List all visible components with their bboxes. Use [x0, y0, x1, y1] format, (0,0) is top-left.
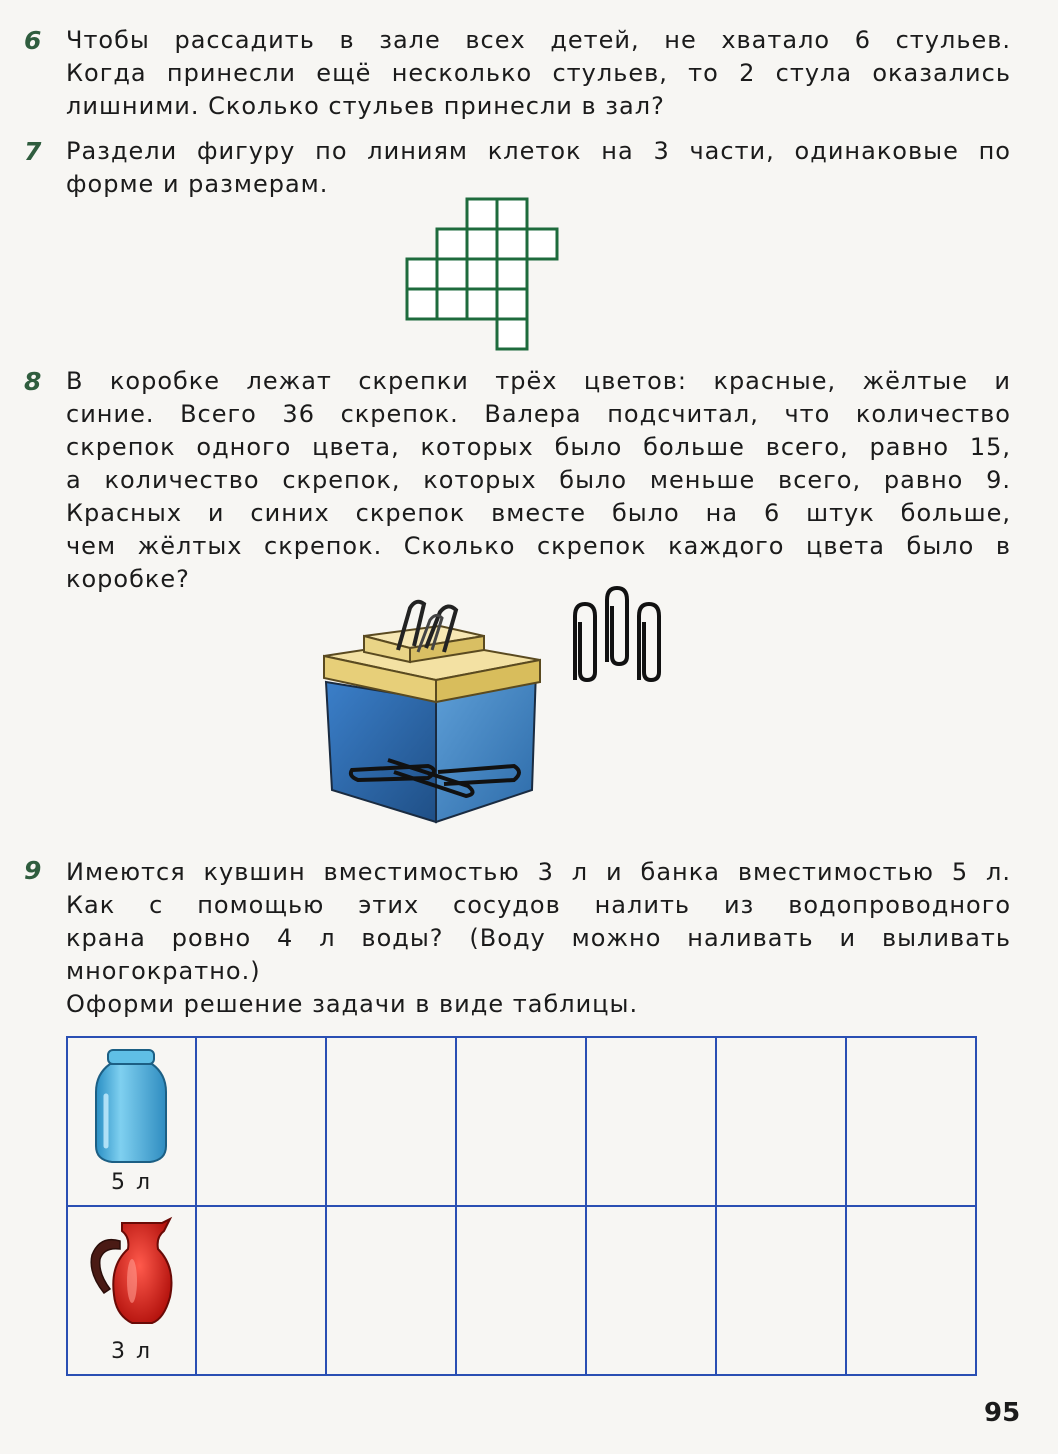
table-row	[67, 1206, 976, 1375]
solution-table	[66, 1036, 977, 1376]
text-line: коробке?	[66, 565, 190, 593]
table-row	[67, 1037, 976, 1206]
text-line: Оформи решение задачи в виде таблицы.	[66, 990, 639, 1018]
table-cell[interactable]	[716, 1206, 846, 1375]
text-line: синие. Всего 36 скрепок. Валера подсчитал, что количество	[66, 400, 1011, 428]
task-text	[66, 135, 1011, 201]
table-cell[interactable]	[326, 1206, 456, 1375]
table-cell[interactable]	[326, 1037, 456, 1206]
table-cell[interactable]	[586, 1206, 716, 1375]
table-cell[interactable]	[586, 1037, 716, 1206]
text-line: Раздели фигуру по линиям клеток на 3 части, одинаковые по	[66, 137, 1011, 165]
text-line: Когда принесли ещё несколько стульев, то 2 стула оказались	[66, 59, 1011, 87]
table-cell[interactable]	[846, 1037, 976, 1206]
text-line: форме и размерам.	[66, 170, 329, 198]
volume-label: 5 л	[110, 1170, 153, 1195]
page-number: 95	[984, 1398, 1021, 1428]
table-cell[interactable]	[716, 1037, 846, 1206]
text-line: чем жёлтых скрепок. Сколько скрепок каждого цвета было в	[66, 532, 1011, 560]
task-number: 6	[24, 26, 42, 55]
text-line: Как с помощью этих сосудов налить из водопроводного	[66, 891, 1011, 919]
text-line: а количество скрепок, которых было меньше всего, равно 9.	[66, 466, 1011, 494]
grid-figure	[404, 196, 564, 352]
text-line: лишними. Сколько стульев принесли в зал?	[66, 92, 665, 120]
task-text	[66, 24, 1011, 123]
table-cell[interactable]	[196, 1037, 326, 1206]
task-number: 7	[24, 137, 42, 166]
table-row-header	[67, 1206, 196, 1375]
task-text	[66, 365, 1011, 596]
table-cell[interactable]	[846, 1206, 976, 1375]
task-number: 9	[24, 856, 42, 885]
paperclip-box-icon	[318, 590, 548, 830]
text-line: Чтобы рассадить в зале всех детей, не хватало 6 стульев.	[66, 26, 1011, 54]
table-cell[interactable]	[196, 1206, 326, 1375]
task-number: 8	[24, 367, 42, 396]
paperclips-icon	[565, 586, 665, 690]
text-line: многократно.)	[66, 957, 261, 985]
text-line: Красных и синих скрепок вместе было на 6 штук больше,	[66, 499, 1011, 527]
task-text	[66, 856, 1011, 1021]
table-cell[interactable]	[456, 1037, 586, 1206]
text-line: скрепок одного цвета, которых было больше всего, равно 15,	[66, 433, 1011, 461]
text-line: Имеются кувшин вместимостью 3 л и банка вместимостью 5 л.	[66, 858, 1011, 886]
table-row-header	[67, 1037, 196, 1206]
jug-icon	[82, 1215, 182, 1335]
table-cell[interactable]	[456, 1206, 586, 1375]
volume-label: 3 л	[110, 1339, 153, 1364]
text-line: крана ровно 4 л воды? (Воду можно наливать и выливать	[66, 924, 1011, 952]
jar-icon	[90, 1046, 172, 1166]
text-line: В коробке лежат скрепки трёх цветов: красные, жёлтые и	[66, 367, 1011, 395]
